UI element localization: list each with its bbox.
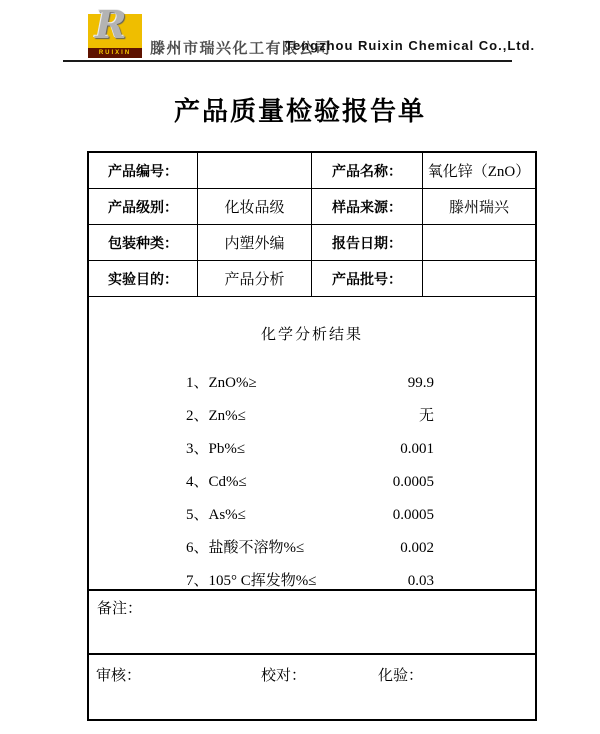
analysis-item-label: 7、105° C挥发物%≤ — [186, 573, 317, 589]
info-label: 报告日期： — [312, 225, 423, 260]
info-row — [89, 261, 535, 297]
analysis-item-value: 0.03 — [407, 573, 434, 589]
company-logo — [88, 2, 142, 58]
analysis-item — [89, 433, 535, 466]
info-label: 包装种类： — [89, 225, 198, 260]
analysis-item-value: 0.0005 — [392, 474, 434, 490]
analysis-section-title: 化学分析结果 — [260, 327, 363, 343]
letterhead-rule — [63, 60, 512, 62]
analysis-item — [89, 400, 535, 433]
analysis-item — [89, 367, 535, 400]
info-row — [89, 153, 535, 189]
info-label: 实验目的： — [89, 261, 198, 296]
proofread-label: 校对： — [261, 668, 307, 684]
logo-r-mark: R — [95, 2, 127, 47]
info-value — [423, 261, 535, 296]
company-name-en: Tengzhou Ruixin Chemical Co.,Ltd. — [285, 38, 536, 53]
remarks-label: 备注： — [97, 601, 143, 617]
analysis-item-value: 0.0005 — [392, 507, 434, 523]
analysis-item-value: 0.001 — [400, 441, 434, 457]
info-value — [198, 153, 312, 188]
info-row — [89, 225, 535, 261]
info-label: 产品级别： — [89, 189, 198, 224]
analysis-item-value: 0.002 — [400, 540, 434, 556]
analysis-section — [89, 297, 535, 589]
analysis-item-label: 6、盐酸不溶物%≤ — [186, 540, 305, 556]
info-label: 产品名称： — [312, 153, 423, 188]
analysis-item-value: 无 — [418, 408, 434, 424]
info-value — [423, 225, 535, 260]
info-value: 氧化锌（ZnO） — [427, 164, 531, 180]
analysis-item-label: 2、Zn%≤ — [186, 408, 246, 424]
logo-brand-bar — [88, 48, 142, 58]
analysis-item-value: 99.9 — [407, 375, 434, 391]
signature-row — [89, 653, 535, 719]
logo-brand-text: RUIXIN — [98, 50, 132, 56]
info-label: 产品编号： — [89, 153, 198, 188]
info-value: 滕州瑞兴 — [448, 200, 509, 216]
analysis-item-label: 5、As%≤ — [186, 507, 246, 523]
remarks-cell — [89, 589, 535, 653]
info-label: 产品批号： — [312, 261, 423, 296]
analysis-item-label: 3、Pb%≤ — [186, 441, 246, 457]
analysis-item — [89, 565, 535, 598]
analysis-item-label: 4、Cd%≤ — [186, 474, 247, 490]
company-name-cn: 滕州市瑞兴化工有限公司 — [150, 41, 332, 57]
info-value: 产品分析 — [198, 261, 312, 296]
info-value: 内塑外编 — [198, 225, 312, 260]
info-value: 化妆品级 — [198, 189, 312, 224]
analysis-item — [89, 532, 535, 565]
info-label: 样品来源： — [312, 189, 423, 224]
review-label: 审核： — [96, 668, 142, 684]
analysis-items — [89, 367, 535, 598]
report-table — [87, 151, 537, 721]
analysis-item — [89, 466, 535, 499]
info-row — [89, 189, 535, 225]
report-title: 产品质量检验报告单 — [173, 96, 426, 126]
analysis-item-label: 1、ZnO%≥ — [186, 375, 257, 391]
analysis-item — [89, 499, 535, 532]
test-label: 化验： — [378, 668, 424, 684]
